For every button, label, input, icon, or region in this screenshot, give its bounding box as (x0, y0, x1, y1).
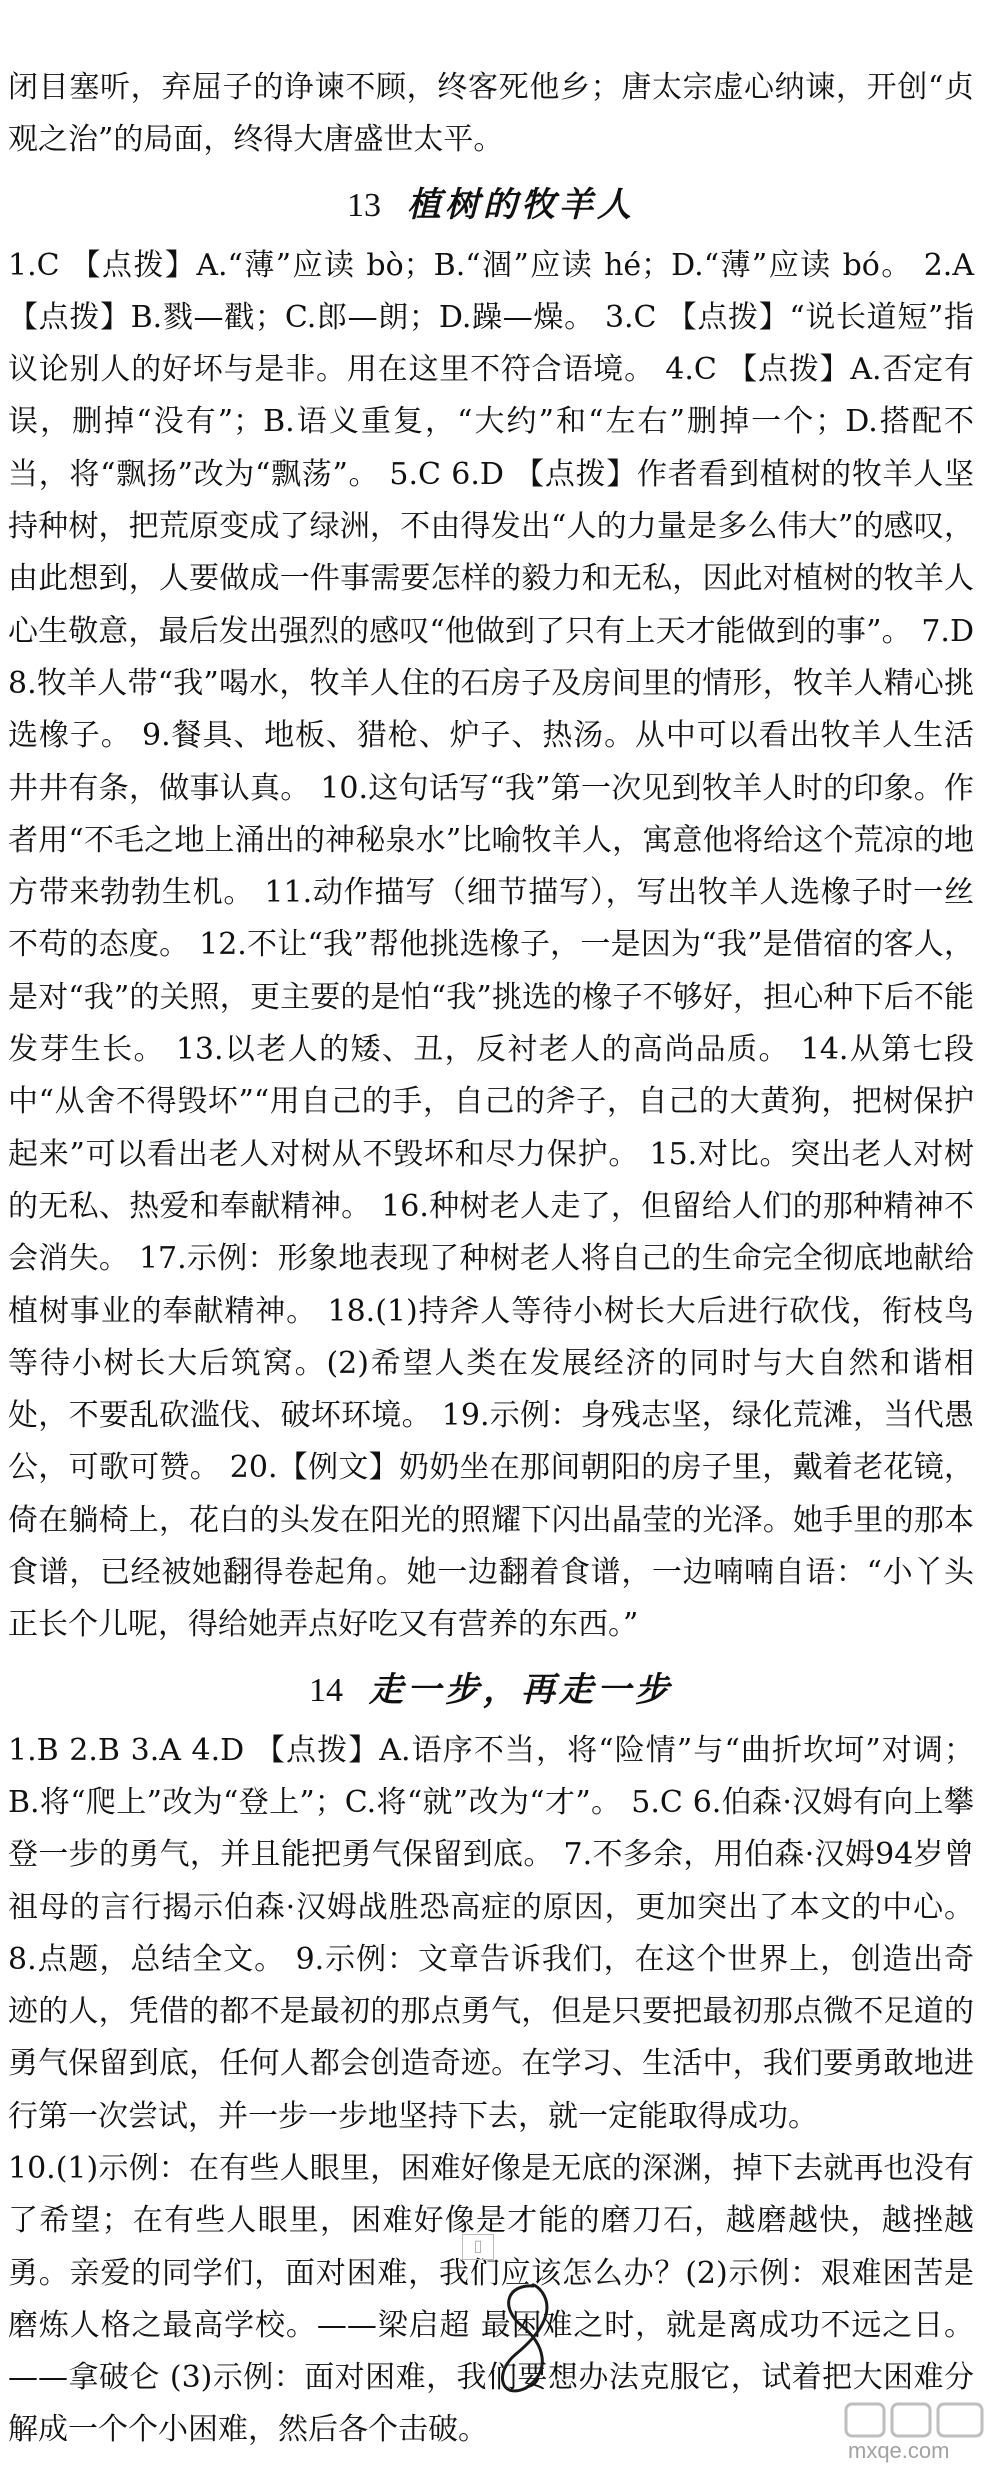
section-13-title: 植树的牧羊人 (407, 184, 635, 225)
handwritten-mark-icon (486, 2278, 566, 2398)
section-14-answers-q10: 10.(1)示例：在有些人眼里，困难好像是无底的深渊，掉下去就再也没有了希望；在有些人眼里，困难好像是才能的磨刀石，越磨越快，越挫越勇。亲爱的同学们，面对困难，我们应该怎么办？(2)示例：艰难困苦是磨炼人格之最高学校。——梁启超 最困难之时，就是离成功不远之日。——拿破仑 (3)示例：面对困难，我们要想办法克服它，试着把大困难分解成一个个小困难，然后各个击破。 (8, 2150, 974, 2448)
section-13-heading (8, 181, 974, 230)
watermark-text: mxqe.com (848, 2438, 950, 2463)
section-14-heading (8, 1666, 974, 1715)
section-14-title: 走一步，再走一步 (369, 1669, 673, 1710)
section-13-answers: 1.C 【点拨】A.“薄”应读 bò；B.“涸”应读 hé；D.“薄”应读 bó。 2.A 【点拨】B.戮—戳；C.郎—朗；D.躁—燥。 3.C 【点拨】“说长道短”指议论别人的好坏与是非。用在这里不符合语境。 4.C 【点拨】A.否定有误，删掉“没有”；B.语义重复，“大约”和“左右”删掉一个；D.搭配不当，将“飘扬”改为“飘荡”。 5.C 6.D 【点拨】作者看到植树的牧羊人坚持种树，把荒原变成了绿洲，不由得发出“人的力量是多么伟大”的感叹，由此想到，人要做成一件事需要怎样的毅力和无私，因此对植树的牧羊人心生敬意，最后发出强烈的感叹“他做到了只有上天才能做到的事”。 7.D 8.牧羊人带“我”喝水，牧羊人住的石房子及房间里的情形，牧羊人精心挑选橡子。 9.餐具、地板、猎枪、炉子、热汤。从中可以看出牧羊人生活井井有条，做事认真。 10.这句话写“我”第一次见到牧羊人时的印象。作者用“不毛之地上涌出的神秘泉水”比喻牧羊人，寓意他将给这个荒凉的地方带来勃勃生机。 11.动作描写（细节描写），写出牧羊人选橡子时一丝不苟的态度。 12.不让“我”帮他挑选橡子，一是因为“我”是借宿的客人，是对“我”的关照，更主要的是怕“我”挑选的橡子不够好，担心种下后不能发芽生长。 13.以老人的矮、丑，反衬老人的高尚品质。 14.从第七段中“从舍不得毁坏”“用自己的手，自己的斧子，自己的大黄狗，把树保护起来”可以看出老人对树从不毁坏和尽力保护。 15.对比。突出老人对树的无私、热爱和奉献精神。 16.种树老人走了，但留给人们的那种精神不会消失。 17.示例：形象地表现了种树老人将自己的生命完全彻底地献给植树事业的奉献精神。 18.(1)持斧人等待小树长大后进行砍伐，衔枝鸟等待小树长大后筑窝。(2)希望人类在发展经济的同时与大自然和谐相处，不要乱砍滥伐、破坏环境。 19.示例：身残志坚，绿化荒滩，当代愚公，可歌可赞。 20.【例文】奶奶坐在那间朝阳的房子里，戴着老花镜，倚在躺椅上，花白的头发在阳光的照耀下闪出晶莹的光泽。她手里的那本食谱，已经被她翻得卷起角。她一边翻着食谱，一边喃喃自语：“小丫头正长个儿呢，得给她弄点好吃又有营养的东西。” (8, 247, 984, 1643)
section-14-number: 14 (309, 1671, 343, 1709)
section-13-number: 13 (347, 186, 381, 224)
section-14-answers: 1.B 2.B 3.A 4.D 【点拨】A.语序不当，将“险情”与“曲折坎坷”对调；B.将“爬上”改为“登上”；C.将“就”改为“才”。 5.C 6.伯森·汉姆有向上攀登一步的勇气，并且能把勇气保留到底。 7.不多余，用伯森·汉姆94岁曾祖母的言行揭示伯森·汉姆战胜恐高症的原因，更加突出了本文的中心。 8.点题，总结全文。 9.示例：文章告诉我们，在这个世界上，创造出奇迹的人，凭借的都不是最初的那点勇气，但是只要把最初那点微不足道的勇气保留到底，任何人都会创造奇迹。在学习、生活中，我们要勇敢地进行第一次尝试，并一步一步地坚持下去，就一定能取得成功。 (8, 1732, 984, 2134)
small-box-mark: ▯ (462, 2234, 494, 2260)
intro-paragraph: 闭目塞听，弃屈子的诤谏不顾，终客死他乡；唐太宗虚心纳谏，开创“贞观之治”的局面，终得大唐盛世太平。 (8, 70, 974, 158)
